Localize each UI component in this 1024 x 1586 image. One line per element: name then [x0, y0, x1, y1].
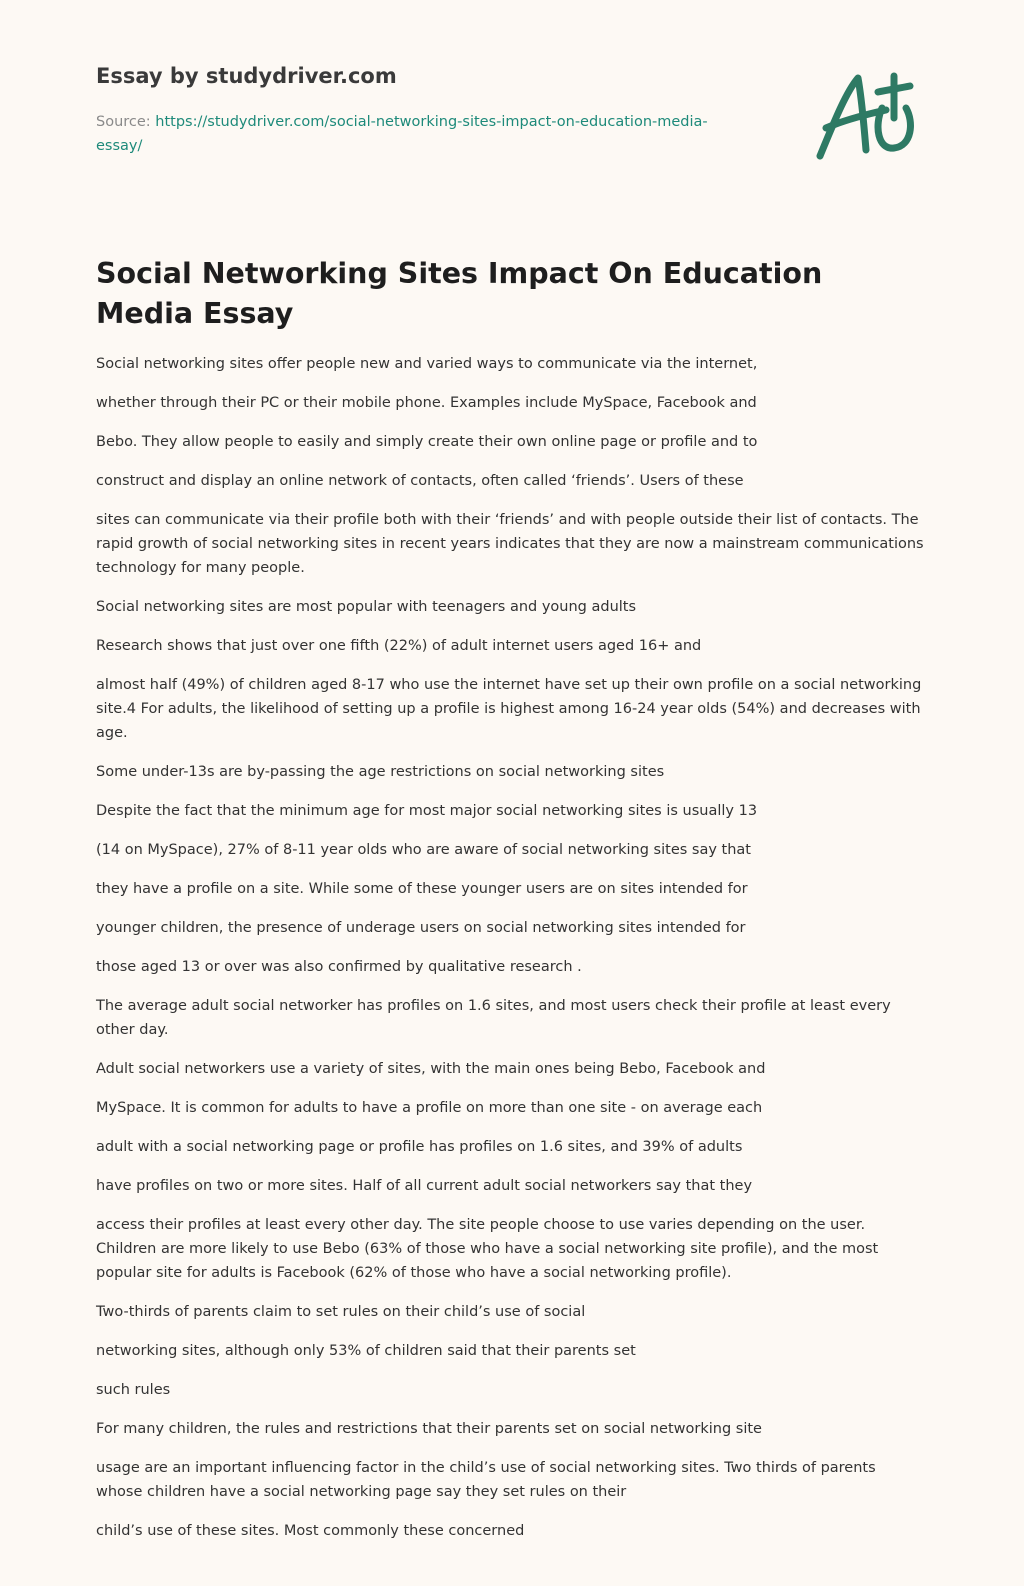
paragraph: child’s use of these sites. Most commonly these concerned — [96, 1523, 525, 1539]
paragraph: Some under-13s are by-passing the age restrictions on social networking sites — [96, 764, 665, 780]
paragraph: Bebo. They allow people to easily and simply create their own online page or profile and to — [96, 434, 758, 450]
paragraph: For many children, the rules and restrictions that their parents set on social networking site — [96, 1421, 762, 1437]
paragraph: Research shows that just over one fifth (22%) of adult internet users aged 16+ and — [96, 638, 702, 654]
paragraph: they have a profile on a site. While some of these younger users are on sites intended for — [96, 881, 748, 897]
paragraph: those aged 13 or over was also confirmed by qualitative research . — [96, 959, 582, 975]
paragraph: whether through their PC or their mobile phone. Examples include MySpace, Facebook and — [96, 395, 757, 411]
paragraph: Two-thirds of parents claim to set rules on their child’s use of social — [96, 1304, 586, 1320]
paragraph: Social networking sites offer people new and varied ways to communicate via the internet, — [96, 356, 758, 372]
source-link[interactable]: https://studydriver.com/social-networking-sites-impact-on-education-media-essay/ — [96, 114, 708, 154]
paragraph: sites can communicate via their profile both with their ‘friends’ and with people outside their list of contacts. The rapid growth of social networking sites in recent years indicates that they are now a mainstream communications technology for many people. — [96, 512, 924, 576]
paragraph: Adult social networkers use a variety of sites, with the main ones being Bebo, Facebook and — [96, 1061, 766, 1077]
essay-body — [96, 352, 926, 1558]
a-plus-logo-icon — [816, 70, 926, 170]
site-title: Essay by studydriver.com — [96, 64, 397, 88]
source-line — [96, 110, 736, 158]
paragraph: The average adult social networker has profiles on 1.6 sites, and most users check their profile at least every other day. — [96, 998, 891, 1038]
paragraph: almost half (49%) of children aged 8-17 who use the internet have set up their own profile on a social networking site.4 For adults, the likelihood of setting up a profile is highest among 16-24 year olds (54%) and decreases with age. — [96, 677, 922, 741]
paragraph: access their profiles at least every other day. The site people choose to use varies depending on the user. Children are more likely to use Bebo (63% of those who have a social networking site profile), and the most popular site for adults is Facebook (62% of those who have a social networking profile). — [96, 1217, 879, 1281]
paragraph: Social networking sites are most popular with teenagers and young adults — [96, 599, 637, 615]
document-title: Social Networking Sites Impact On Education Media Essay — [96, 257, 823, 330]
paragraph: have profiles on two or more sites. Half of all current adult social networkers say that they — [96, 1178, 753, 1194]
paragraph: Despite the fact that the minimum age for most major social networking sites is usually 13 — [96, 803, 758, 819]
source-label: Source: — [96, 114, 156, 130]
paragraph: younger children, the presence of underage users on social networking sites intended for — [96, 920, 746, 936]
paragraph: MySpace. It is common for adults to have a profile on more than one site - on average each — [96, 1100, 763, 1116]
paragraph: such rules — [96, 1382, 171, 1398]
paragraph: networking sites, although only 53% of children said that their parents set — [96, 1343, 636, 1359]
paragraph: adult with a social networking page or profile has profiles on 1.6 sites, and 39% of adults — [96, 1139, 743, 1155]
paragraph: construct and display an online network of contacts, often called ‘friends’. Users of these — [96, 473, 744, 489]
paragraph: usage are an important influencing factor in the child’s use of social networking sites. Two thirds of parents whose children have a social networking page say they set rules on their — [96, 1460, 876, 1500]
paragraph: (14 on MySpace), 27% of 8-11 year olds who are aware of social networking sites say that — [96, 842, 751, 858]
